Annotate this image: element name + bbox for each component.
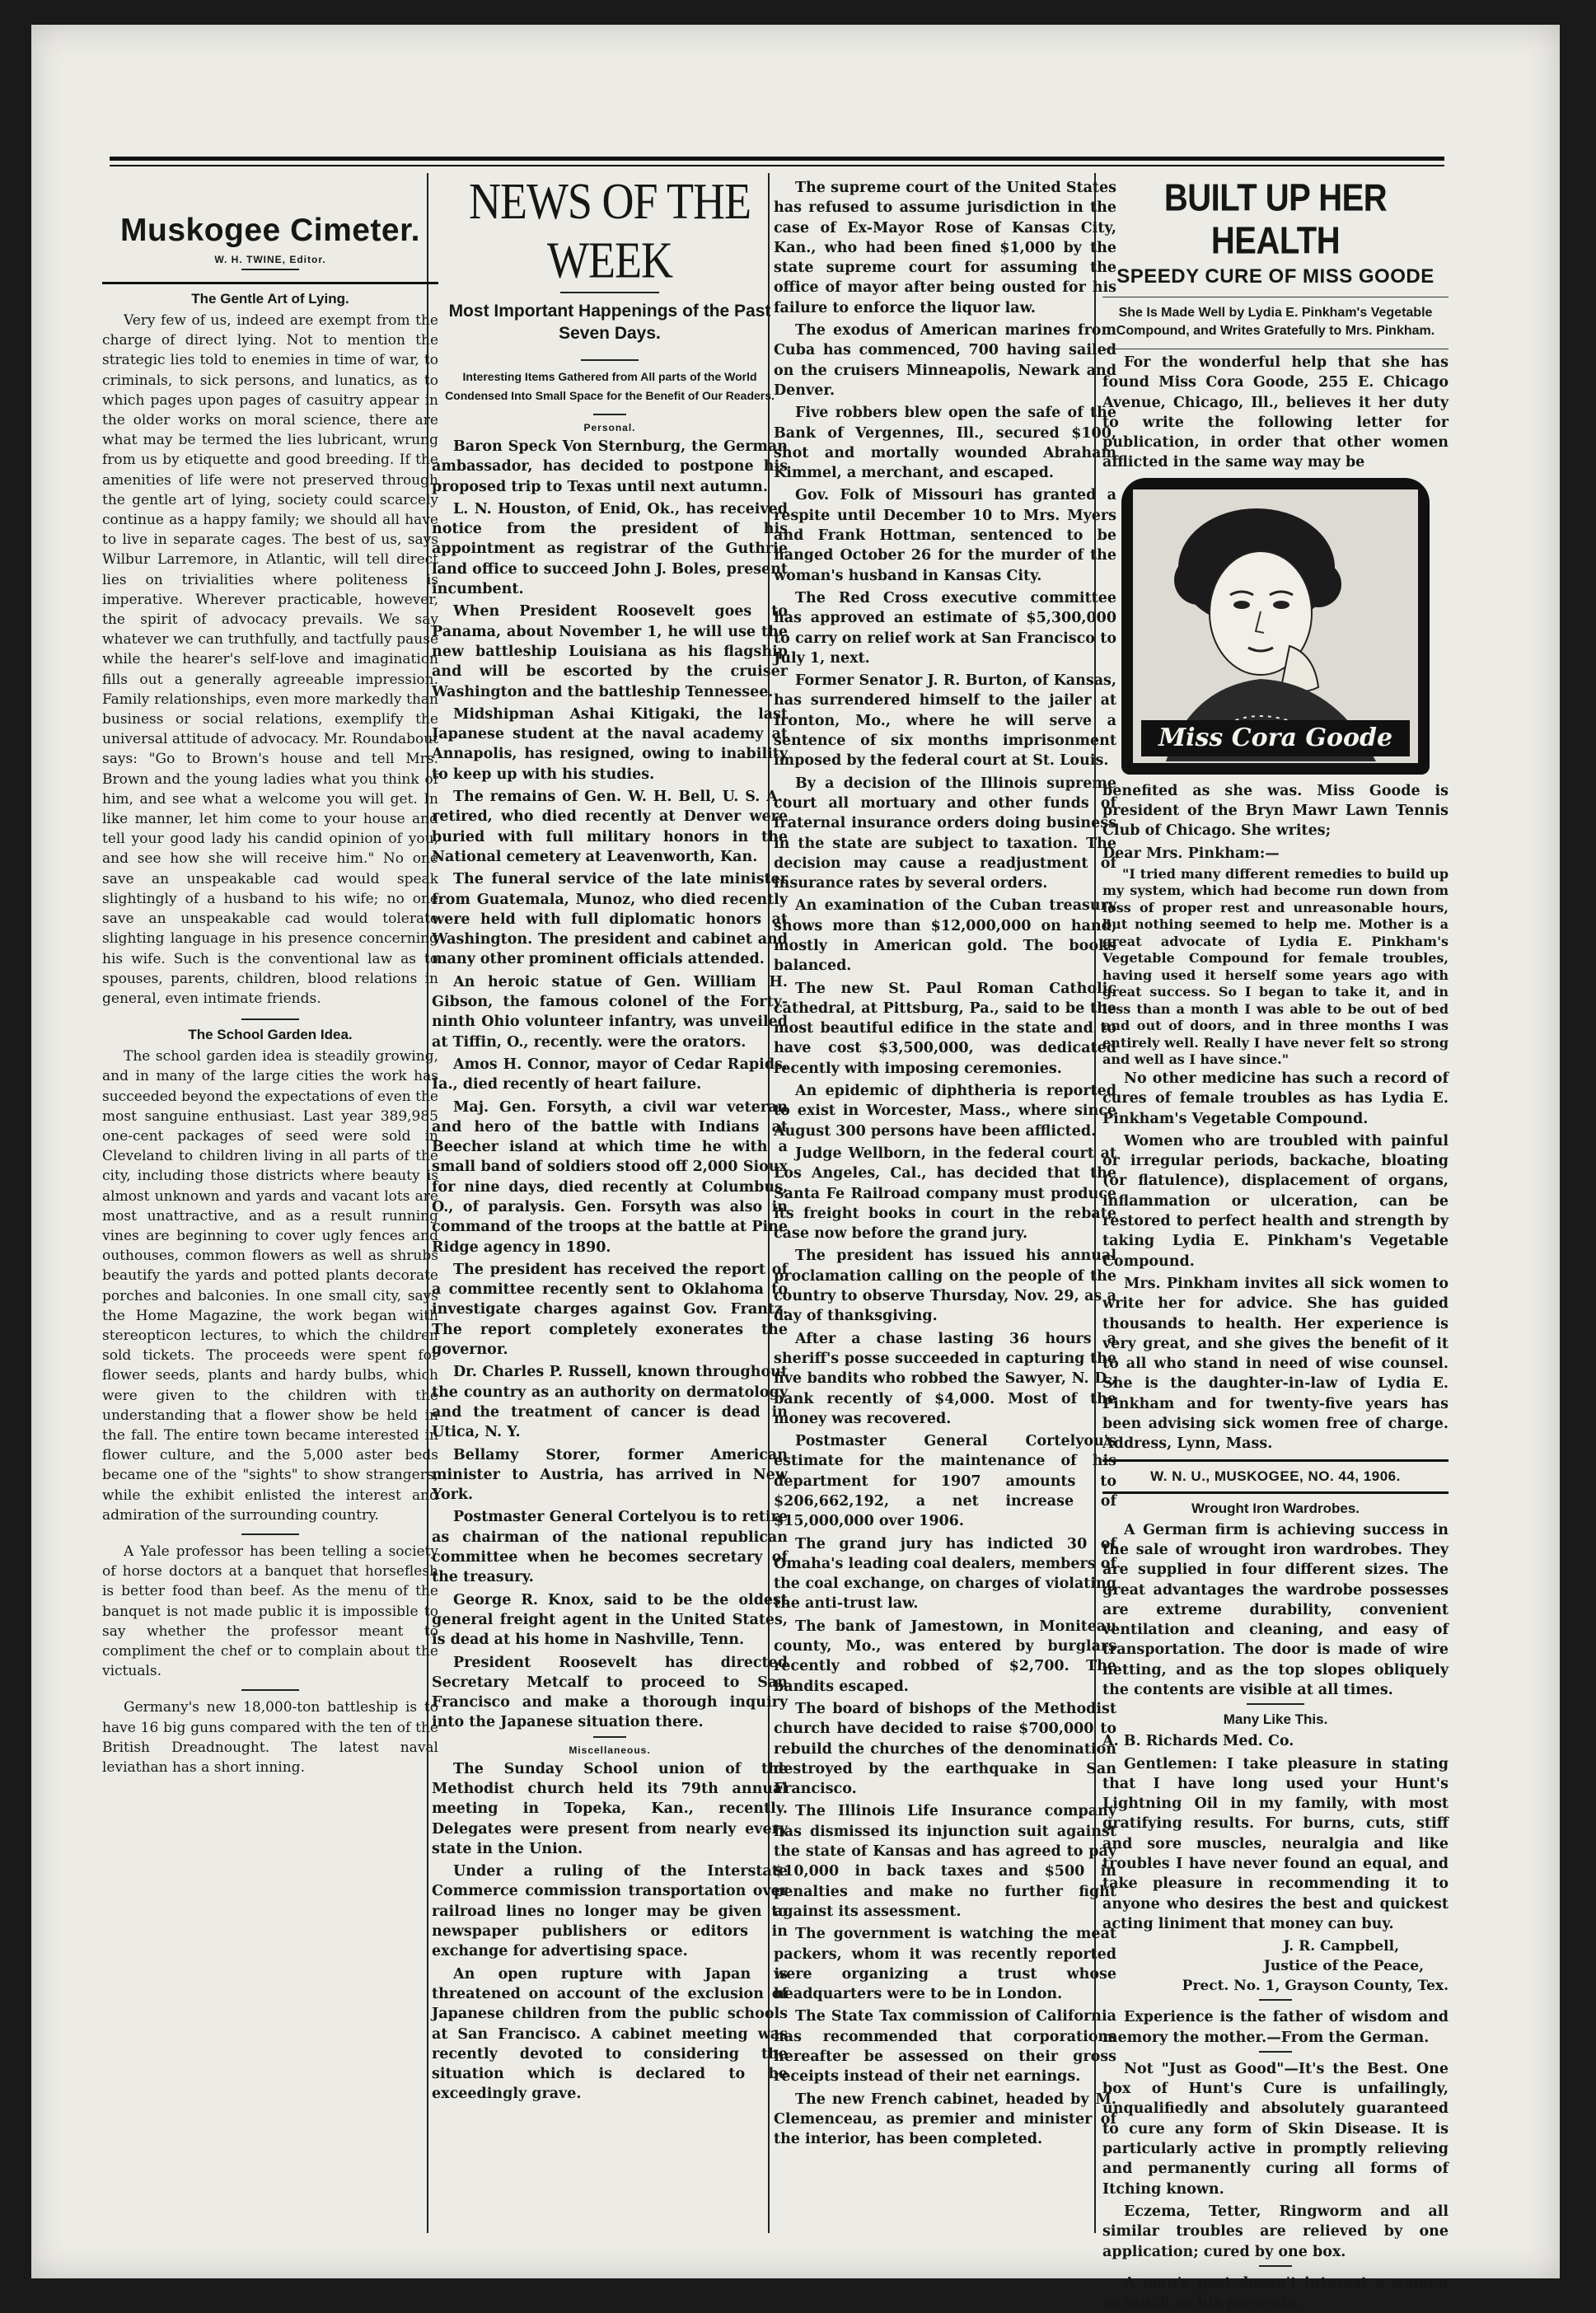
- article-body: Germany's new 18,000-ton battleship is to have 16 big guns compared with the ten of the British Dreadnought. The latest naval leviathan has a short inning.: [102, 1699, 438, 1777]
- ad-title: BUILT UP HER HEALTH: [1163, 177, 1388, 262]
- news-item: Gov. Folk of Missouri has granted a respite until December 10 to Mrs. Myers and Frank Hottman, sentenced to be hanged October 26 for the murder of the woman's husband in Kansas City.: [774, 487, 1116, 584]
- news-item: Five robbers blew open the safe of the Bank of Vergennes, Ill., secured $100, shot and mortally wounded Abraham Kimmel, a merchant, and escaped.: [774, 405, 1116, 482]
- news-item: Postmaster General Cortelyou's estimate for the maintenance of his department for 1907 amounts to $206,662,192, a net increase of $15,000,000 over 1906.: [774, 1433, 1116, 1530]
- divider: [1247, 1703, 1304, 1705]
- editor-line: W. H. TWINE, Editor.: [214, 254, 326, 265]
- news-item: The Sunday School union of the Methodist church held its 79th annual meeting in Topeka, Kan., recently. Delegates were present from nearly every state in the Union.: [432, 1760, 788, 1857]
- news-item: After a chase lasting 36 hours a sheriff's posse succeeded in capturing the five bandits who robbed the Sawyer, N. D., bank recently of $4,000. Most of the money was recovered.: [774, 1330, 1116, 1427]
- news-item: The supreme court of the United States has refused to assume jurisdiction in the case of Ex-Mayor Rose of Kansas City, Kan., who had been fined $1,000 by the state supreme court for assuming the office of mayor after being ousted for his failure to enforce the liquor law.: [774, 180, 1116, 316]
- ad-intro: For the wonderful help that she has found Miss Cora Goode, 255 E. Chicago Avenue, Chicago, Ill., believes it her duty to write the following letter for publication, in order that other women afflicted in the same way may be: [1102, 354, 1449, 471]
- masthead: Muskogee Cimeter.: [120, 213, 420, 248]
- letter-body: "I tried many different remedies to build up my system, which had become run down from loss of proper rest and unreasonable hours, but nothing seemed to help me. Mother is a great advocate of Lydia E. Pinkham's Vegetable Compound for female troubles, having used it herself some years ago with great success. So I began to take it, and in less than a month I was able to be out of bed and out of doors, and in three months I was entirely well. Really I have never felt so strong and well as I have since.": [1102, 865, 1449, 1068]
- divider: [1259, 1999, 1292, 2001]
- article-body: A German firm is achieving success in the sale of wrought iron wardrobes. They are supplied in four different sizes. The great advantages the wardrobe possesses are extreme durability, convenient ventilation and cleaning, and easy of transportation. The door is made of wire netting, and as the top slopes obliquely the contents are visible at all times.: [1102, 1521, 1449, 1698]
- news-item: The Red Cross executive committee has approved an estimate of $5,300,000 to carry on relief work at San Francisco to July 1, next.: [774, 589, 1116, 667]
- ad-subtitle: SPEEDY CURE OF MISS GOODE: [1116, 265, 1435, 288]
- article-title: The School Garden Idea.: [188, 1027, 353, 1043]
- news-item: The remains of Gen. W. H. Bell, U. S. A., retired, who died recently at Denver were buried with full military honors in the National cemetery at Leavenworth, Kan.: [432, 789, 788, 865]
- letter-salutation: Dear Mrs. Pinkham:—: [1102, 845, 1280, 862]
- news-item: When President Roosevelt goes to Panama, about November 1, he will use the new battleship Louisiana as his flagship and will be escorted by the cruiser Washington and the battleship Tennessee.: [432, 603, 788, 700]
- article-body: Very few of us, indeed are exempt from the charge of direct lying. Not to mention the strategic lies told to enemies in time of war, to criminals, to sick persons, and lunatics, as to which pages upon pages of casuitry appear in the older works on moral science, there are what may be termed the lies lubricant, wrung from us by etiquette and good breeding. If the amenities of life were not preserved through the gentle art of lying, society could scarcely continue as a happy family; we should all have to live in separate cages. The best of us, says Wilbur Larremore, in Atlantic, will tell direct lies on trivialities where politeness is imperative. Wherever practicable, however, the spirit of advocacy prevails. We say whatever we can truthfully, and tactfully pause while the hearer's self-love and imagination fills out a generally agreeable impression. Family relationships, even more markedly than business or social relations, exemplify the universal attitude of advocacy. Mr. Roundabout says: "Go to Brown's house and tell Mrs. Brown and the young ladies what you think of him, and see what a welcome you will get. In like manner, let him come to your house and tell your good lady his candid opinion of you, and see how she will receive him." No one save an unspeakable cad would speak slightingly of a husband to his wife; no one save an unspeakable cad would tolerate slighting language in his presence concerning his wife. Such is the conventional law as to spouses, parents, children, blood relations in general, even intimate friends.: [102, 312, 438, 1007]
- divider: [581, 359, 639, 361]
- news-item: The funeral service of the late minister from Guatemala, Munoz, who died recently were held with full diplomatic honors at Washington. The president and cabinet and many other prominent officials attended.: [432, 871, 788, 968]
- column-1: [97, 171, 443, 2248]
- divider: [1259, 2265, 1292, 2267]
- article-body: The school garden idea is steadily growing, and in many of the large cities the work has succeeded beyond the expectations of even the most sanguine enthusiast. Last year 389,985 one-cent packages of seed were sold in Cleveland to children living in all parts of the city, including those districts where beauty is almost unknown and yards and vacant lots are most unattractive, and as a result running vines are beginning to cover ugly fences and outhouses, common flowers as well as shrubs beautify the yards and potted plants decorate porches and balconies. In one small city, says the Home Magazine, the work began with stereopticon lectures, to which the children sold tickets. The proceeds were spent for flower seeds, plants and hardy bulbs, which were given to the children with the understanding that a flower show be held in the fall. The entire town became interested in flower culture, and the 5,000 aster beds became one of the "sights" to show strangers, while the exhibit enlisted the interest and admiration of the surrounding country.: [102, 1048, 438, 1524]
- ad-body: Mrs. Pinkham invites all sick women to write her for advice. She has guided thousands to health. Her experience is very great, and she gives the benefit of it to all who stand in need of wise counsel. She is the daughter-in-law of Lydia E. Pinkham and for twenty-five years has been advising sick women free of charge. Address, Lynn, Mass.: [1102, 1275, 1449, 1453]
- news-item: Amos H. Connor, mayor of Cedar Rapids, Ia., died recently of heart failure.: [432, 1056, 788, 1093]
- column-4: [1094, 171, 1457, 2312]
- signature: Justice of the Peace,: [1263, 1958, 1424, 1975]
- news-item: President Roosevelt has directed Secretary Metcalf to proceed to San Francisco and make a thorough inquiry into the Japanese situation there.: [432, 1654, 788, 1731]
- divider: [593, 414, 626, 415]
- portrait-illustration: [1121, 478, 1430, 775]
- divider: [241, 269, 299, 270]
- news-item: The government is watching the meat packers, whom it was recently reported were organizing a trust whose headquarters were to be in London.: [774, 1926, 1116, 2003]
- subsection-head: Miscellaneous.: [569, 1744, 651, 1756]
- divider: [241, 1533, 299, 1535]
- signature: J. R. Campbell,: [1283, 1938, 1399, 1955]
- newspaper-page: [31, 25, 1560, 2312]
- letter-body: Gentlemen: I take pleasure in stating that I have long used your Hunt's Lightning Oil in my family, with most gratifying results. For burns, cuts, stiff and sore muscles, neuralgia and like troubles I have never found an equal, and take pleasure in recommending it to anyone who desires the best and quickest acting liniment that money can buy.: [1102, 1755, 1449, 1932]
- article-title: Wrought Iron Wardrobes.: [1191, 1500, 1360, 1516]
- article-body: Eczema, Tetter, Ringworm and all similar troubles are relieved by one application; cured by one box.: [1102, 2203, 1449, 2260]
- news-item: The board of bishops of the Methodist church have decided to raise $700,000 to rebuild the churches of the denomination destroyed by the earthquake in San Francisco.: [774, 1700, 1116, 1798]
- news-item: Former Senator J. R. Burton, of Kansas, has surrendered himself to the jailer at Ironton, Mo., where he will serve a sentence of six months imprisonment imposed by the federal court at St. Louis.: [774, 672, 1116, 770]
- article-body: A man's past doesn't interest a woman as much as his presents.: [1102, 2274, 1449, 2312]
- news-item: Midshipman Ashai Kitigaki, the last Japanese student at the naval academy at Annapolis, has resigned, owing to inability to keep up with his studies.: [432, 705, 788, 783]
- signature: Prect. No. 1, Grayson County, Tex.: [1182, 1978, 1449, 1995]
- article-title: The Gentle Art of Lying.: [191, 291, 349, 307]
- news-item: An open rupture with Japan is threatened on account of the exclusion of Japanese children from the public schools at San Francisco. A cabinet meeting was recently devoted to considering the situation which is declared to be exceedingly grave.: [432, 1965, 788, 2103]
- subsection-head: Personal.: [583, 422, 636, 433]
- news-item: George R. Knox, said to be the oldest general freight agent in the United States, is dead at his home in Nashville, Tenn.: [432, 1591, 788, 1649]
- top-rule-thin: [110, 165, 1444, 166]
- article-body: Not "Just as Good"—It's the Best. One box of Hunt's Cure is unfailingly, unqualifiedly and absolutely guaranteed to cure any form of Skin Disease. It is particularly active in promptly relieving and permanently curing all forms of Itching known.: [1102, 2060, 1449, 2198]
- section-subdeck: Interesting Items Gathered from All parts of the World Condensed Into Small Space for the Benefit of Our Readers.: [445, 370, 775, 402]
- news-item: By a decision of the Illinois supreme court all mortuary and other funds of fraternal insurance orders doing business in the state are subject to taxation. The decision may cause a readjustment of insurance rates by several orders.: [774, 775, 1116, 892]
- divider: [102, 282, 438, 284]
- news-item: The new French cabinet, headed by M. Clemenceau, as premier and minister of the interior, has been completed.: [774, 2091, 1116, 2148]
- news-item: Baron Speck Von Sternburg, the German ambassador, has decided to postpone his proposed trip to Texas until next autumn.: [432, 438, 788, 495]
- news-item: The Illinois Life Insurance company has dismissed its injunction suit against the state of Kansas and has agreed to pay $10,000 in back taxes and $500 in penalties and make no further fight against its assessment.: [774, 1803, 1116, 1920]
- divider: [593, 1736, 626, 1738]
- news-item: The president has received the report of a committee recently sent to Oklahoma to investigate charges against Gov. Frantz. The report completely exonerates the governor.: [432, 1261, 788, 1359]
- news-item: An epidemic of diphtheria is reported to exist in Worcester, Mass., where since August 300 persons have been afflicted.: [774, 1083, 1116, 1140]
- ad-body: benefited as she was. Miss Goode is president of the Bryn Mawr Lawn Tennis Club of Chicago. She writes;: [1102, 782, 1449, 840]
- ad-deck: She Is Made Well by Lydia E. Pinkham's Vegetable Compound, and Writes Gratefully to Mrs. Pinkham.: [1116, 306, 1435, 338]
- news-item: An examination of the Cuban treasury shows more than $12,000,000 on hand, mostly in American gold. The books balanced.: [774, 897, 1116, 975]
- top-rule: [110, 157, 1444, 161]
- column-3: [767, 178, 1123, 2254]
- wnu-line: W. N. U., MUSKOGEE, NO. 44, 1906.: [1150, 1468, 1401, 1484]
- news-item: Postmaster General Cortelyou is to retire as chairman of the national republican committee when he becomes secretary of the treasury.: [432, 1509, 788, 1586]
- news-item: Judge Wellborn, in the federal court at Los Angeles, Cal., has decided that the Santa Fe Railroad company must produce its freight books in court in the rebate case now before the grand jury.: [774, 1145, 1116, 1243]
- news-item: The new St. Paul Roman Catholic cathedral, at Pittsburg, Pa., said to be the most beautiful edifice in the state and to have cost $3,500,000, was dedicated recently with imposing ceremonies.: [774, 980, 1116, 1077]
- news-item: L. N. Houston, of Enid, Ok., has received notice from the president of his appointment as registrar of the Guthrie land office to succeed John J. Boles, present incumbent.: [432, 500, 788, 598]
- divider: [1102, 1459, 1449, 1462]
- news-item: Under a ruling of the Interstate Commerce commission transportation over railroad lines no longer may be given to newspaper publishers or editors in exchange for advertising space.: [432, 1863, 788, 1960]
- column-2: [425, 171, 794, 2248]
- letter-addressee: A. B. Richards Med. Co.: [1102, 1733, 1294, 1750]
- news-item: Dr. Charles P. Russell, known throughout the country as an authority on dermatology and the treatment of cancer is dead in Utica, N. Y.: [432, 1364, 788, 1441]
- news-item: The State Tax commission of California has recommended that corporations hereafter be assessed on their gross receipts instead of their net earnings.: [774, 2008, 1116, 2086]
- article-body: A Yale professor has been telling a society of horse doctors at a banquet that horseflesh is better food than beef. As the menu of the banquet is not made public it is impossible to say whether the professor meant to compliment the chef or to complain about the victuals.: [102, 1543, 438, 1680]
- divider: [560, 292, 659, 293]
- divider: [1102, 1491, 1449, 1494]
- news-item: An heroic statue of Gen. William H. Gibson, the famous colonel of the Forty-ninth Ohio volunteer infantry, was unveiled at Tiffin, O., recently. were the orators.: [432, 973, 788, 1051]
- article-body: Experience is the father of wisdom and memory the mother.—From the German.: [1102, 2009, 1449, 2046]
- news-item: The grand jury has indicted 30 of Omaha's leading coal dealers, members of the coal exchange, on charges of violating the anti-trust law.: [774, 1535, 1116, 1613]
- portrait-caption: Miss Cora Goode: [1141, 720, 1410, 756]
- news-item: Bellamy Storer, former American minister to Austria, has arrived in New York.: [432, 1446, 788, 1504]
- section-deck: Most Important Happenings of the Past Seven Days.: [448, 302, 771, 343]
- news-item: The bank of Jamestown, in Moniteau county, Mo., was entered by burglars recently and robbed of $2,700. The bandits escaped.: [774, 1618, 1116, 1695]
- news-item: The president has issued his annual proclamation calling on the people of the country to observe Thursday, Nov. 29, as a day of thanksgiving.: [774, 1248, 1116, 1325]
- divider: [241, 1689, 299, 1691]
- ad-body: No other medicine has such a record of cures of female troubles as has Lydia E. Pinkham's Vegetable Compound.: [1102, 1070, 1449, 1127]
- article-title: Many Like This.: [1223, 1711, 1328, 1728]
- divider: [1259, 2051, 1292, 2053]
- ad-body: Women who are troubled with painful or irregular periods, backache, bloating (or flatulence), displacement of organs, inflammation or ulceration, can be restored to perfect health and strength by taking Lydia E. Pinkham's Vegetable Compound.: [1102, 1132, 1449, 1270]
- divider: [241, 1018, 299, 1020]
- news-item: Maj. Gen. Forsyth, a civil war veteran and hero of the battle with Indians at Beecher island at which time he with a small band of soldiers stood off 2,000 Sioux for nine days, died recently at Columbus, O., of paralysis. Gen. Forsyth was also in command of the troops at the battle at Pine Ridge agency in 1890.: [432, 1098, 788, 1256]
- section-title: NEWS OF THE WEEK: [468, 172, 751, 289]
- news-item: The exodus of American marines from Cuba has commenced, 700 having sailed on the cruisers Minneapolis, Newark and Denver.: [774, 322, 1116, 399]
